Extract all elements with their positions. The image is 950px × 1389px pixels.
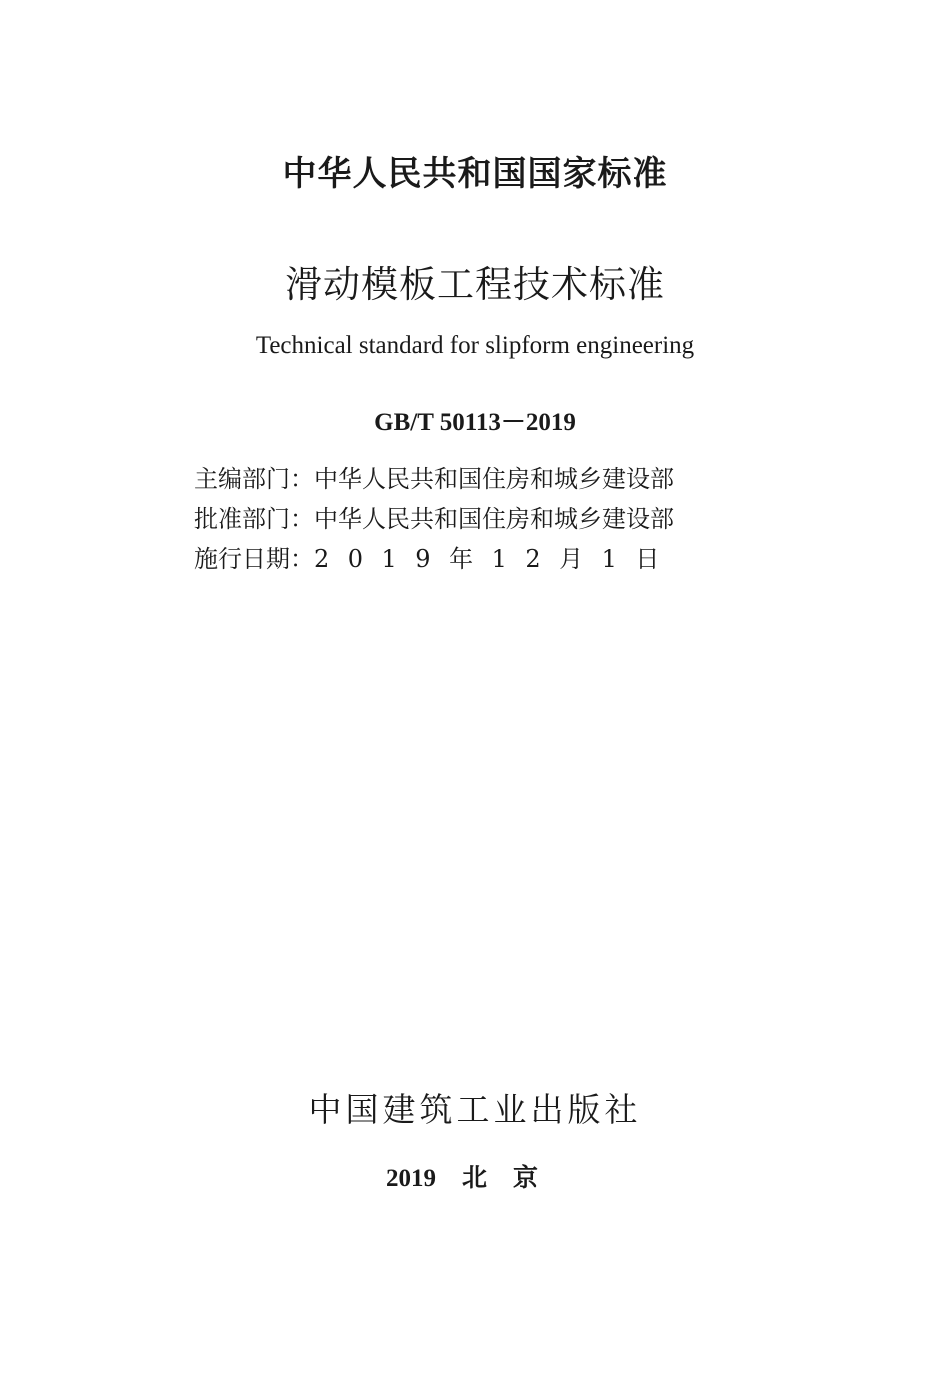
editor-department-label: 主编部门： — [194, 465, 314, 493]
national-standard-heading: 中华人民共和国国家标准 — [282, 154, 668, 194]
effective-date-row — [194, 544, 754, 574]
editor-department-row — [194, 464, 754, 494]
publication-year: 2019 — [385, 1165, 436, 1192]
effective-date-value: 2019年12月1日 — [314, 545, 678, 573]
approver-department-value: 中华人民共和国住房和城乡建设部 — [314, 505, 674, 533]
publication-year-place — [0, 1158, 950, 1194]
standard-code: GB/T 50113－2019 — [374, 409, 576, 436]
effective-date-label: 施行日期： — [194, 545, 314, 573]
publication-city: 北京 — [461, 1163, 564, 1192]
approver-department-label: 批准部门： — [194, 505, 314, 533]
standard-title-chinese: 滑动模板工程技术标准 — [285, 263, 665, 306]
standard-title-english: Technical standard for slipform engineering — [255, 332, 695, 359]
approver-department-row — [194, 504, 754, 534]
editor-department-value: 中华人民共和国住房和城乡建设部 — [314, 465, 674, 493]
publisher-name: 中国建筑工业出版社 — [308, 1090, 642, 1129]
